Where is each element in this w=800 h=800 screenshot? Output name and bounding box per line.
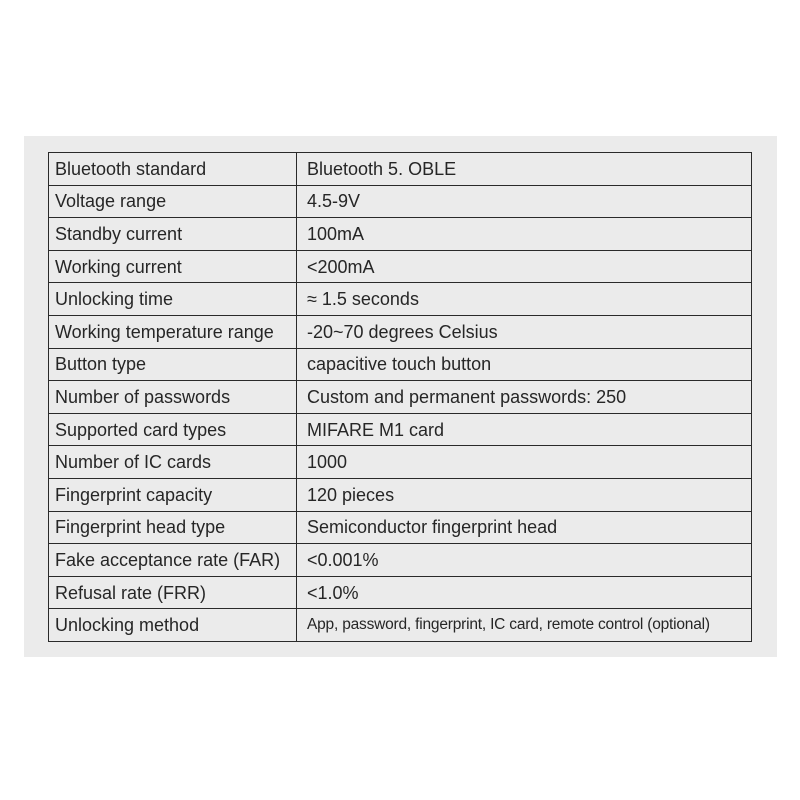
spec-row-working-temperature-range (49, 315, 752, 348)
spec-row-button-type (49, 348, 752, 381)
spec-label: Bluetooth standard (49, 153, 297, 186)
spec-label: Fake acceptance rate (FAR) (49, 544, 297, 577)
spec-label: Fingerprint capacity (49, 478, 297, 511)
spec-value: Bluetooth 5. OBLE (297, 153, 752, 186)
spec-label: Standby current (49, 218, 297, 251)
spec-value: -20~70 degrees Celsius (297, 315, 752, 348)
spec-label: Button type (49, 348, 297, 381)
spec-label: Supported card types (49, 413, 297, 446)
spec-label: Number of IC cards (49, 446, 297, 479)
spec-label: Refusal rate (FRR) (49, 576, 297, 609)
spec-row-unlocking-time (49, 283, 752, 316)
spec-value: capacitive touch button (297, 348, 752, 381)
spec-value: <0.001% (297, 544, 752, 577)
spec-row-fingerprint-head-type (49, 511, 752, 544)
spec-value: MIFARE M1 card (297, 413, 752, 446)
spec-table-body (49, 153, 752, 642)
spec-value: <1.0% (297, 576, 752, 609)
spec-row-unlocking-method (49, 609, 752, 642)
spec-value: App, password, fingerprint, IC card, remote control (optional) (297, 609, 752, 642)
spec-row-supported-card-types (49, 413, 752, 446)
spec-value: 4.5-9V (297, 185, 752, 218)
spec-label: Working temperature range (49, 315, 297, 348)
spec-row-voltage-range (49, 185, 752, 218)
spec-row-refusal-rate (49, 576, 752, 609)
spec-value: ≈ 1.5 seconds (297, 283, 752, 316)
spec-label: Number of passwords (49, 381, 297, 414)
spec-label: Working current (49, 250, 297, 283)
spec-row-standby-current (49, 218, 752, 251)
spec-label: Unlocking time (49, 283, 297, 316)
spec-value: Semiconductor fingerprint head (297, 511, 752, 544)
spec-label: Unlocking method (49, 609, 297, 642)
spec-table (48, 152, 752, 642)
spec-value: 100mA (297, 218, 752, 251)
spec-row-fake-acceptance-rate (49, 544, 752, 577)
spec-label: Fingerprint head type (49, 511, 297, 544)
spec-value: 1000 (297, 446, 752, 479)
spec-value: <200mA (297, 250, 752, 283)
spec-row-working-current (49, 250, 752, 283)
spec-row-bluetooth-standard (49, 153, 752, 186)
spec-row-number-of-ic-cards (49, 446, 752, 479)
spec-value: Custom and permanent passwords: 250 (297, 381, 752, 414)
spec-label: Voltage range (49, 185, 297, 218)
spec-row-number-of-passwords (49, 381, 752, 414)
spec-value: 120 pieces (297, 478, 752, 511)
spec-row-fingerprint-capacity (49, 478, 752, 511)
